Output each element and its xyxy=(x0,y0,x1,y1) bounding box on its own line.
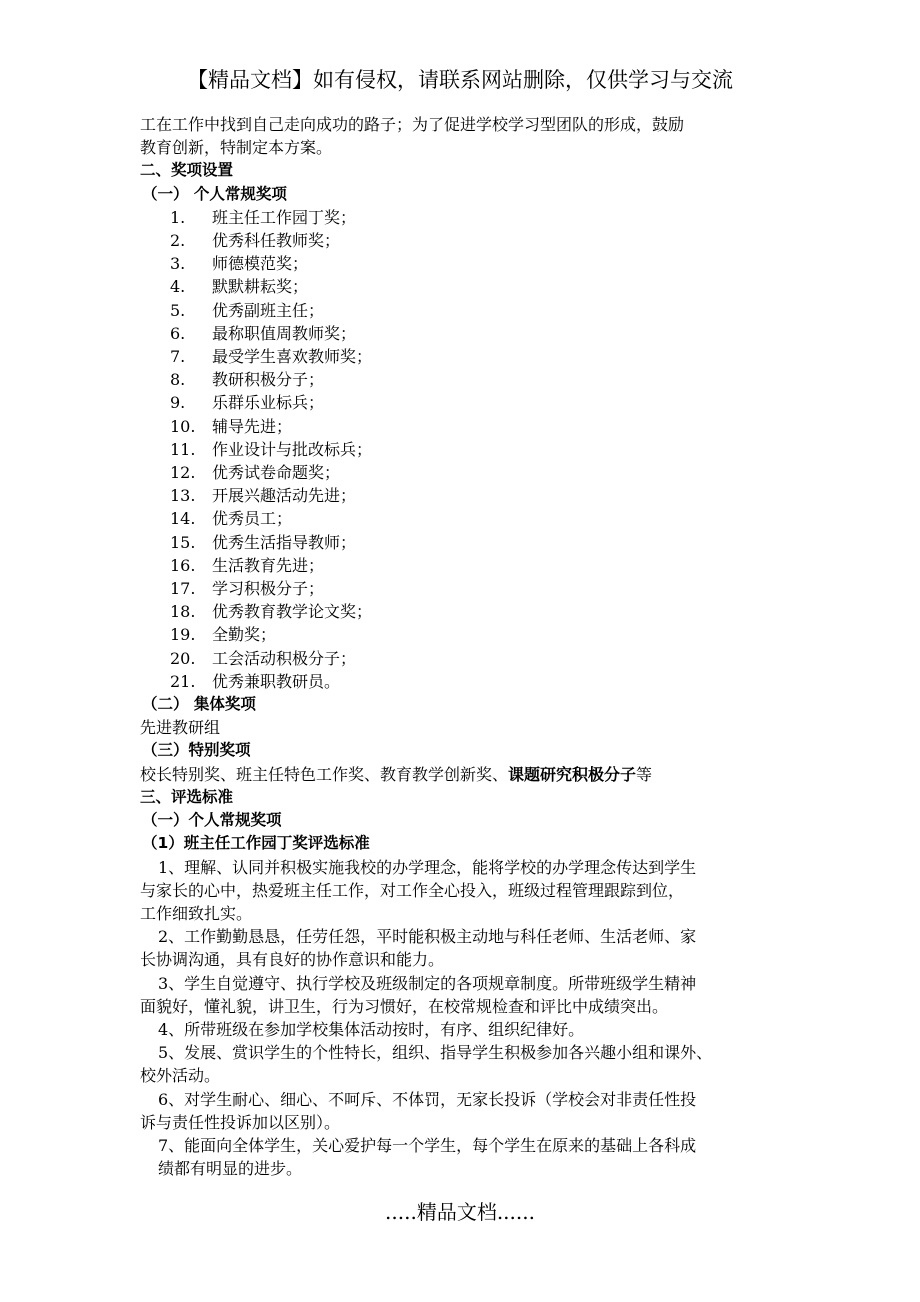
list-item xyxy=(140,229,840,252)
special-award-part: 等 xyxy=(636,764,653,784)
list-item xyxy=(140,600,840,623)
list-number: 12. xyxy=(170,463,196,483)
special-award-highlight: 课题研究积极分子 xyxy=(508,764,637,784)
list-text: 优秀员工； xyxy=(212,509,293,529)
list-item xyxy=(140,322,840,345)
list-number: 7. xyxy=(170,347,186,367)
criteria-paragraph-line: 与家长的心中，热爱班主任工作，对工作全心投入，班级过程管理跟踪到位， xyxy=(140,880,685,900)
list-item xyxy=(140,415,840,438)
criteria-paragraph-line: 校外活动。 xyxy=(140,1066,221,1086)
list-text: 工会活动积极分子； xyxy=(212,648,357,668)
criteria-paragraph-line: 4、所带班级在参加学校集体活动按时，有序、组织纪律好。 xyxy=(158,1019,585,1039)
list-text: 辅导先进； xyxy=(212,416,293,436)
list-text: 优秀科任教师奖； xyxy=(212,231,341,251)
document-body xyxy=(140,113,840,1180)
list-text: 优秀兼职教研员。 xyxy=(212,671,341,691)
list-number: 13. xyxy=(170,486,196,506)
list-text: 乐群乐业标兵； xyxy=(212,393,325,413)
criteria-paragraph-line: 7、能面向全体学生，关心爱护每一个学生，每个学生在原来的基础上各科成 xyxy=(158,1135,697,1155)
list-text: 优秀教育教学论文奖； xyxy=(212,602,373,622)
list-text: 默默耕耘奖； xyxy=(212,277,309,297)
criteria-paragraph-line: 诉与责任性投诉加以区别）。 xyxy=(140,1112,341,1132)
list-item xyxy=(140,461,840,484)
list-text: 生活教育先进； xyxy=(212,555,325,575)
criteria-title: （1）班主任工作园丁奖评选标准 xyxy=(142,834,370,853)
list-number: 17. xyxy=(170,579,196,599)
list-item xyxy=(140,275,840,298)
list-number: 10. xyxy=(170,416,196,436)
list-text: 最称职值周教师奖； xyxy=(212,323,357,343)
section-title: 二、奖项设置 xyxy=(140,161,234,180)
list-number: 20. xyxy=(170,648,196,668)
list-number: 14. xyxy=(170,509,196,529)
list-text: 最受学生喜欢教师奖； xyxy=(212,347,373,367)
list-number: 15. xyxy=(170,532,196,552)
list-item xyxy=(140,252,840,275)
list-text: 班主任工作园丁奖； xyxy=(212,207,357,227)
list-text: 优秀试卷命题奖； xyxy=(212,463,341,483)
list-item xyxy=(140,577,840,600)
list-number: 16. xyxy=(170,555,196,575)
list-number: 11. xyxy=(170,439,196,459)
list-item xyxy=(140,507,840,530)
list-number: 3. xyxy=(170,254,186,274)
list-text: 优秀副班主任； xyxy=(212,300,325,320)
list-text: 学习积极分子； xyxy=(212,579,325,599)
collective-award-text: 先进教研组 xyxy=(140,718,221,738)
list-item xyxy=(140,647,840,670)
intro-line: 工在工作中找到自己走向成功的路子；为了促进学校学习型团队的形成，鼓励 xyxy=(140,115,685,134)
page-footer: .....精品文档...... xyxy=(385,1200,535,1224)
list-text: 优秀生活指导教师； xyxy=(212,532,357,552)
criteria-paragraph-line: 6、对学生耐心、细心、不呵斥、不体罚，无家长投诉（学校会对非责任性投 xyxy=(158,1089,697,1109)
subsection-title: （一）个人常规奖项 xyxy=(142,811,282,830)
section-title: 三、评选标准 xyxy=(140,787,234,806)
subsection-title: （二） 集体奖项 xyxy=(142,695,256,714)
criteria-paragraph-line: 工作细致扎实。 xyxy=(140,903,253,923)
list-number: 5. xyxy=(170,300,186,320)
criteria-paragraph-line: 2、工作勤勤恳恳，任劳任怨，平时能积极主动地与科任老师、生活老师、家 xyxy=(158,927,697,947)
list-item xyxy=(140,345,840,368)
list-item xyxy=(140,623,840,646)
subsection-title: （三）特别奖项 xyxy=(142,741,251,760)
list-number: 19. xyxy=(170,625,196,645)
list-item xyxy=(140,554,840,577)
list-number: 21. xyxy=(170,671,196,691)
criteria-paragraph-line: 5、发展、赏识学生的个性特长，组织、指导学生积极参加各兴趣小组和课外、 xyxy=(158,1043,713,1063)
page-header: 【精品文档】如有侵权，请联系网站删除，仅供学习与交流 xyxy=(187,68,733,92)
list-number: 9. xyxy=(170,393,186,413)
list-number: 1. xyxy=(170,207,186,227)
list-item xyxy=(140,299,840,322)
list-item xyxy=(140,670,840,693)
criteria-paragraph-line: 长协调沟通，具有良好的协作意识和能力。 xyxy=(140,950,445,970)
list-item xyxy=(140,438,840,461)
list-number: 2. xyxy=(170,231,186,251)
list-item xyxy=(140,206,840,229)
list-text: 教研积极分子； xyxy=(212,370,325,390)
special-award-part: 校长特别奖、班主任特色工作奖、教育教学创新奖、 xyxy=(140,764,509,784)
list-number: 4. xyxy=(170,277,186,297)
list-number: 8. xyxy=(170,370,186,390)
criteria-paragraph-line: 面貌好，懂礼貌，讲卫生，行为习惯好，在校常规检查和评比中成绩突出。 xyxy=(140,996,669,1016)
list-item xyxy=(140,368,840,391)
criteria-paragraph-line: 3、学生自觉遵守、执行学校及班级制定的各项规章制度。所带班级学生精神 xyxy=(158,973,697,993)
subsection-title: （一） 个人常规奖项 xyxy=(142,184,287,203)
list-text: 开展兴趣活动先进； xyxy=(212,486,357,506)
list-text: 师德模范奖； xyxy=(212,254,309,274)
award-list xyxy=(140,206,840,693)
list-number: 6. xyxy=(170,323,186,343)
intro-line: 教育创新，特制定本方案。 xyxy=(140,138,333,158)
criteria-paragraph-line: 绩都有明显的进步。 xyxy=(158,1159,303,1179)
list-item xyxy=(140,531,840,554)
list-text: 全勤奖； xyxy=(212,625,277,645)
list-number: 18. xyxy=(170,602,196,622)
list-item xyxy=(140,484,840,507)
list-item xyxy=(140,391,840,414)
special-award-text xyxy=(140,763,840,786)
list-text: 作业设计与批改标兵； xyxy=(212,439,373,459)
criteria-paragraph-line: 1、理解、认同并积极实施我校的办学理念，能将学校的办学理念传达到学生 xyxy=(158,857,697,877)
